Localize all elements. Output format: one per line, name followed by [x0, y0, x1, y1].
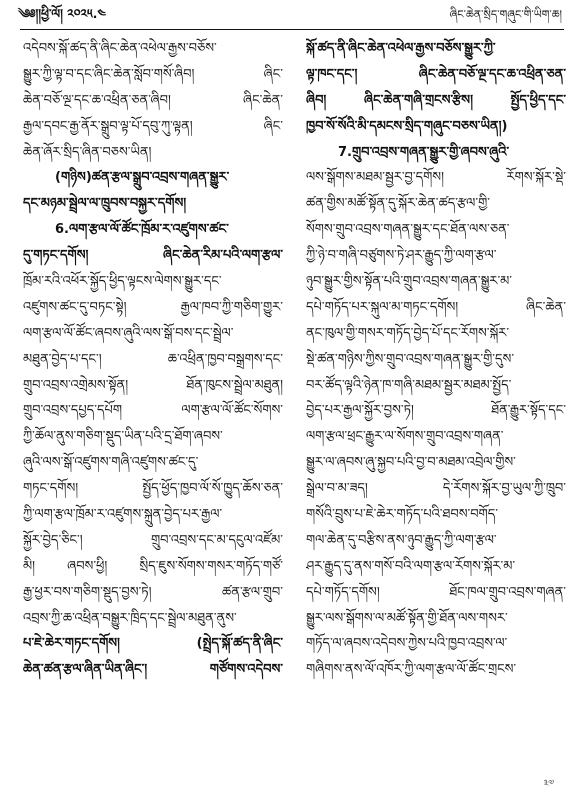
left-column-line: མི། ཞབས་ཕྱི། སྲིད་ཇུས་སོགས་གསར་གཏོད་གཙོ་: [23, 558, 283, 574]
right-column-line: བྱེད་པར་རྒྱལ་སྐྱོར་བྱས་ཏེ། ཐོན་རྒྱུར་སྟོད་དང་: [306, 403, 566, 419]
left-column-line: ཆེན་ཚན་རྩལ་ཞིན་ཡིན་ཞིང་། གཙོགས་འདེབས་: [23, 662, 283, 678]
running-header: [18, 6, 562, 28]
page-number: ༣༧: [543, 779, 554, 789]
right-column-line: བར་ཚོད་ལྟའི་ཉེན་ཁ་གཞི་མཐམ་སྦྱར་མཐམ་སྤྱོད་: [306, 377, 512, 393]
right-column-line: ནང་ཁུལ་གྱི་གསར་གཏོད་བྱེད་པོ་དང་རོགས་སྐོར་: [306, 325, 510, 341]
left-column-line: ཆེན་ཞོར་སྲིད་ཞིན་བཅས་ཡིན།: [23, 144, 152, 160]
left-column-line: (གཉིས)ཚན་རྩལ་སྒྲུབ་འབྲས་གཞན་སྒྱུར་: [55, 170, 230, 186]
right-column-line: ཁྱབ་སོ་སོའི་མི་དམངས་སྲིད་གཞུང་བཅས་ཡིན།): [306, 118, 508, 134]
left-column-line: འཛུགས་ཚང་དུ་བཏང་སྟེ། རྒྱལ་ཁབ་ཀྱི་གཅིག་གྱུར་: [23, 299, 283, 315]
right-column-line: དཔེ་གཏོད་དགོས། ཐོང་ཁལ་གྲུབ་འབྲས་གཞན་: [306, 584, 566, 600]
right-column-line: སྒྱུར་ལས་སྒོགས་ལ་མཚོ་སྟོན་གྱི་ཐོན་ལས་གསར་: [306, 610, 508, 626]
left-column-line: རྒྱལ་དབང་རྒྱ་ནོར་སྒྲུབ་ལྟ་པོ་དབུ་ཀུ་ལྟན། ཞིང་: [23, 118, 283, 134]
left-column-line: ལག་རྩལ་ལོ་ཚོང་ཞབས་ཞུའི་ལས་སྒོ་བས་དང་སྦྲེལ་: [23, 325, 234, 341]
right-column-line: སྐོ་ཚད་ནི་ཞིང་ཆེན་འཕེལ་རྒྱས་བཅོས་སྒྱུར་ཀྱི་: [306, 41, 496, 56]
left-column-line: པ་ཇེ་ཆེར་གཏང་དགོས། (སྤྲེད་སྐོ་ཚད་ནི་ཞིང་: [23, 636, 283, 652]
right-column-line: སྡེ་ཚན་གཉིས་ཀྱིས་གྲུབ་འབྲས་གཞན་སྒྱུར་གྱི་དུས་: [306, 351, 515, 367]
left-column-line: རྒྱ་ཕྱར་བས་གཅིག་སྡུད་བྱས་ཏེ། ཚན་རྩལ་གྲུབ་: [23, 584, 283, 600]
left-column-line: གཏང་དགོས། སྤྱོད་ཕྱོད་ཁྱབ་ལོ་སོ་ཁྱུད་ཆོས་ཅན་: [23, 481, 283, 497]
left-text-column: [23, 36, 283, 683]
right-column-line: སོགས་གྲུབ་འབྲས་གཞན་སྒྱུར་དང་ཐོན་ལས་ཅན་: [306, 222, 510, 238]
right-column-line: གལ་ཆེན་དུ་བརྩིས་ནས་ཉུབ་རྒྱུད་ཀྱི་ལག་རྩལ་: [306, 532, 497, 548]
right-column-line: ཚན་གྱིས་མཚོ་སྟོན་དུ་སྐོར་ཆེན་ཚད་རྩལ་གྱི་: [306, 196, 490, 212]
left-column-line: ཆེན་བཅོ་ལྔ་དང་ཆ་འཕྲིན་ཅན་ཞིབ། ཞིང་ཆེན་: [23, 92, 283, 108]
left-column-line: གྲུབ་འབྲས་འགྲེམས་སྟོན། ཐོན་ཁུངས་སྦྲེལ་མཐུན།: [23, 377, 283, 393]
left-column-line: སྒྱུར་ཀྱི་ལྟ་བ་དང་ཞིང་ཆེན་སློབ་གསོ་ཞིབ། ཞིང་: [23, 66, 283, 82]
right-column-line: ལྟ་ཁང་དང་། ཞིང་ཆེན་བཅོ་ལྔ་དང་ཆ་འཕྲིན་ཅན་: [306, 66, 566, 82]
left-column-line: གྲུབ་འབྲས་དཔྱད་དཔོག ལག་རྩལ་ལོ་ཚོང་སོགས་: [23, 403, 283, 419]
left-column-line: ཀྱི་ལག་རྩལ་ཁྲོམ་ར་འཛུགས་སྐྲུན་བྱེད་པར་རྒྱལ་: [23, 507, 223, 523]
right-column-line: ཞིབ། ཞིང་ཆེན་གཞི་གྲངས་རྩིས། སྤྱོད་ཕྱིད་དང་: [306, 92, 566, 108]
right-text-column: [306, 36, 566, 683]
left-column-line: ཞུའི་ལས་སྒོ་འཛུགས་གཞི་འཛུགས་ཚང་དུ་: [23, 455, 199, 471]
right-column-line: ཀྱི་ཉེ་བ་གཞི་བཙུགས་ཏེ་ཤར་རྒྱུད་ཀྱི་ལག་རྩལ་: [306, 248, 497, 264]
left-column-line: 6.ལག་རྩལ་ལོ་ཚོང་ཁྲོམ་ར་འཛུགས་ཚང་: [55, 222, 229, 238]
left-column-line: འདེབས་སྐོ་ཚད་ནི་ཞིང་ཆེན་འཕེལ་རྒྱས་བཅོས་: [23, 41, 217, 56]
header-publication-title: ཞིང་ཆེན་སྲིད་གཞུང་གི་ཡིག་ཆ།: [449, 7, 562, 21]
right-column-line: གཞིགས་ནས་ལོ་འཁོར་ཀྱི་ལག་རྩལ་ལོ་ཚོང་གྲངས་: [306, 662, 517, 678]
left-column-line: ཀྱི་ཆོལ་ནུས་གཅིག་སྡུད་ཡིན་པའི་དྲ་ཐོག་ཞབས་: [23, 429, 223, 445]
left-column-line: སྐྱོར་བྱེད་ཅིང་། གྲུབ་འབྲས་དང་མ་དངུལ་འཛོམ་: [23, 532, 283, 548]
right-column-line: གཏོད་ལ་ཞབས་འདེབས་ཀྱེས་པའི་ཁྱབ་འབྲས་ལ་: [306, 636, 508, 652]
left-column-line: དང་མཉམ་སྦྲེལ་ལ་ཁྲུབས་བསྐྱར་དགོས།: [23, 196, 187, 212]
left-column-line: དུ་གཏང་དགོས། ཞིང་ཆེན་རིམ་པའི་ལག་རྩལ་: [23, 248, 283, 264]
right-column-line: དཔེ་གཏོད་པར་སྐུལ་མ་གཏང་དགོས། ཞིང་ཆེན་: [306, 299, 566, 315]
right-column-line: ཉུབ་སྒྱུར་གྱིས་སྟོན་པའི་གྲུབ་འབྲས་གཞན་སྒྱུར་མ་: [306, 274, 513, 290]
right-column-line: སྒྲེལ་བ་མ་ཟད། དེ་རོགས་སྐོར་བྱ་ཡུལ་ཀྱི་ཁྲུབ་: [306, 481, 566, 497]
header-date: ༄༅།།ཕྱི་ལོ། ༢༠༢༥.༤: [18, 5, 106, 21]
left-column-line: འབྲས་ཀྱི་ཆ་འཕྲིན་བསྒྱུར་ཁྲིད་དང་སྦྲེལ་མཐུན་ནུས་: [23, 610, 237, 626]
right-column-line: སྒྱུར་ལ་ཞབས་ཞུ་སྐྱབ་པའི་བྱ་བ་མཐམ་འབྲེལ་གྱིས་: [306, 455, 516, 471]
right-column-line: 7.གྲུབ་འབྲས་གཞན་སྒྱུར་གྱི་ཞབས་ཞུའི་: [338, 144, 510, 160]
header-rule: [20, 29, 564, 30]
right-column-line: གསོའི་བྲུས་པ་ཇེ་ཆེར་གཏོད་པའི་ཐབས་བགོད་: [306, 507, 498, 523]
right-column-line: ཤར་རྒྱུད་དུ་ནས་གསོ་བའི་ལག་རྩལ་རོགས་སྐོར་མ་: [306, 558, 516, 574]
left-column-line: ཁྲོམ་རའི་འཕོར་སྐྱོད་ཕྱིད་ལྟངས་ལེགས་སྒྱུར་དང་: [23, 274, 222, 290]
right-column-line: ལས་སྒོགས་མཐམ་སྦྱར་བྱ་དགོས། རོགས་སྐོར་སྡེ་: [306, 170, 566, 186]
left-column-line: མཐུན་བྱེད་པ་དང་། ཆ་འཕྲིན་ཁྱབ་བསྒྲགས་དང་: [23, 351, 283, 367]
right-column-line: ལག་རྩལ་ཕྲང་རྒྱུར་ལ་སོགས་གྲུབ་འབྲས་གཞན་: [306, 429, 504, 445]
